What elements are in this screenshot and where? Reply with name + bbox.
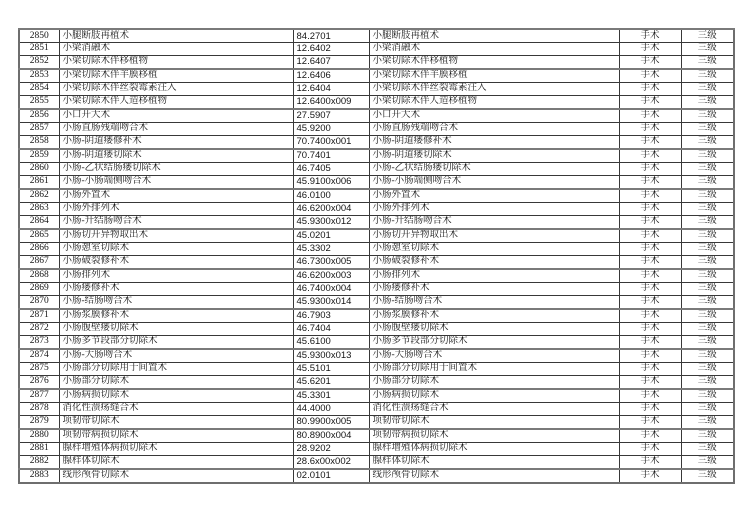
row-index: 2855 xyxy=(19,95,59,109)
procedure-name-repeat: 小肠腹壁瘘切除术 xyxy=(369,322,619,335)
table-row xyxy=(19,362,734,375)
procedure-code: 46.7300x005 xyxy=(293,255,369,269)
procedure-name: 腺样体切除术 xyxy=(59,455,293,469)
category: 手术 xyxy=(619,175,681,189)
procedure-name-repeat: 小肠-结肠吻合术 xyxy=(369,295,619,309)
procedure-name-repeat: 小肠病损切除术 xyxy=(369,389,619,403)
level: 三级 xyxy=(681,149,734,163)
procedure-name: 小肠-阴道瘘修补术 xyxy=(59,135,293,149)
procedure-name-repeat: 小肠排列术 xyxy=(369,269,619,283)
row-index: 2882 xyxy=(19,455,59,469)
row-index: 2850 xyxy=(19,29,59,43)
row-index: 2854 xyxy=(19,82,59,95)
level: 三级 xyxy=(681,469,734,483)
level: 三级 xyxy=(681,43,734,56)
procedure-name-repeat: 小肠部分切除用于间置术 xyxy=(369,362,619,375)
row-index: 2852 xyxy=(19,55,59,69)
procedure-name: 小梁切除术伴移植物 xyxy=(59,55,293,69)
procedure-code: 12.6404 xyxy=(293,82,369,95)
level: 三级 xyxy=(681,389,734,403)
category: 手术 xyxy=(619,189,681,203)
procedure-code: 45.0201 xyxy=(293,229,369,243)
category: 手术 xyxy=(619,402,681,415)
procedure-code: 45.6100 xyxy=(293,335,369,349)
table-row xyxy=(19,455,734,469)
row-index: 2851 xyxy=(19,43,59,56)
procedure-name: 小肠多节段部分切除术 xyxy=(59,335,293,349)
procedure-code: 28.6x00x002 xyxy=(293,455,369,469)
procedure-name: 小腿断肢再植术 xyxy=(59,29,293,43)
category: 手术 xyxy=(619,29,681,43)
level: 三级 xyxy=(681,162,734,175)
row-index: 2869 xyxy=(19,282,59,295)
category: 手术 xyxy=(619,322,681,335)
category: 手术 xyxy=(619,162,681,175)
level: 三级 xyxy=(681,429,734,443)
procedure-code: 12.6407 xyxy=(293,55,369,69)
procedure-name: 小肠外置术 xyxy=(59,189,293,203)
table-row xyxy=(19,295,734,309)
procedure-name: 小肠-大肠吻合术 xyxy=(59,349,293,363)
procedure-name-repeat: 小肠瘘修补术 xyxy=(369,282,619,295)
procedure-code: 45.5101 xyxy=(293,362,369,375)
procedure-code: 46.7404 xyxy=(293,322,369,335)
procedure-code: 12.6402 xyxy=(293,43,369,56)
category: 手术 xyxy=(619,95,681,109)
procedure-code: 45.9100x006 xyxy=(293,175,369,189)
category: 手术 xyxy=(619,269,681,283)
procedure-name-repeat: 小口开大术 xyxy=(369,109,619,123)
procedure-code: 12.6400x009 xyxy=(293,95,369,109)
procedure-name-repeat: 腺样增殖体病损切除术 xyxy=(369,442,619,455)
procedure-name-repeat: 小肠多节段部分切除术 xyxy=(369,335,619,349)
table-row xyxy=(19,415,734,429)
procedure-name: 小口开大术 xyxy=(59,109,293,123)
procedure-name: 小肠憩室切除术 xyxy=(59,242,293,255)
level: 三级 xyxy=(681,415,734,429)
level: 三级 xyxy=(681,242,734,255)
procedure-name: 小肠-乙状结肠瘘切除术 xyxy=(59,162,293,175)
table-row xyxy=(19,175,734,189)
procedure-name-repeat: 小肠浆膜修补术 xyxy=(369,309,619,323)
row-index: 2879 xyxy=(19,415,59,429)
procedure-name-repeat: 小梁切除术伴羊膜移植 xyxy=(369,69,619,83)
procedure-name-repeat: 小肠外排列术 xyxy=(369,202,619,215)
procedure-name-repeat: 小肠直肠残端吻合术 xyxy=(369,122,619,135)
category: 手术 xyxy=(619,43,681,56)
table-row xyxy=(19,69,734,83)
level: 三级 xyxy=(681,255,734,269)
category: 手术 xyxy=(619,202,681,215)
row-index: 2868 xyxy=(19,269,59,283)
row-index: 2870 xyxy=(19,295,59,309)
table-row xyxy=(19,322,734,335)
table-row xyxy=(19,82,734,95)
procedure-name: 小肠外排列术 xyxy=(59,202,293,215)
category: 手术 xyxy=(619,415,681,429)
row-index: 2865 xyxy=(19,229,59,243)
row-index: 2875 xyxy=(19,362,59,375)
level: 三级 xyxy=(681,135,734,149)
procedure-name: 小肠切开异物取出术 xyxy=(59,229,293,243)
procedure-code: 80.9900x005 xyxy=(293,415,369,429)
level: 三级 xyxy=(681,215,734,229)
category: 手术 xyxy=(619,122,681,135)
category: 手术 xyxy=(619,295,681,309)
row-index: 2864 xyxy=(19,215,59,229)
procedure-code: 45.3302 xyxy=(293,242,369,255)
table-row xyxy=(19,349,734,363)
procedure-name-repeat: 小梁切除术伴移植物 xyxy=(369,55,619,69)
table-row xyxy=(19,95,734,109)
procedure-code: 84.2701 xyxy=(293,29,369,43)
level: 三级 xyxy=(681,335,734,349)
procedure-code: 45.3301 xyxy=(293,389,369,403)
procedure-name-repeat: 小腿断肢再植术 xyxy=(369,29,619,43)
category: 手术 xyxy=(619,229,681,243)
procedure-name: 小梁消融术 xyxy=(59,43,293,56)
level: 三级 xyxy=(681,122,734,135)
table-row xyxy=(19,215,734,229)
procedure-table xyxy=(18,28,735,484)
level: 三级 xyxy=(681,229,734,243)
row-index: 2856 xyxy=(19,109,59,123)
procedure-name: 项韧带病损切除术 xyxy=(59,429,293,443)
procedure-name-repeat: 小肠-阴道瘘修补术 xyxy=(369,135,619,149)
procedure-name: 小肠浆膜修补术 xyxy=(59,309,293,323)
procedure-name-repeat: 线形颅骨切除术 xyxy=(369,469,619,483)
level: 三级 xyxy=(681,69,734,83)
table-row xyxy=(19,309,734,323)
procedure-name: 腺样增殖体病损切除术 xyxy=(59,442,293,455)
procedure-code: 12.6406 xyxy=(293,69,369,83)
procedure-name-repeat: 腺样体切除术 xyxy=(369,455,619,469)
level: 三级 xyxy=(681,95,734,109)
level: 三级 xyxy=(681,402,734,415)
level: 三级 xyxy=(681,362,734,375)
procedure-code: 80.8900x004 xyxy=(293,429,369,443)
level: 三级 xyxy=(681,269,734,283)
category: 手术 xyxy=(619,149,681,163)
table-row xyxy=(19,429,734,443)
row-index: 2861 xyxy=(19,175,59,189)
procedure-code: 46.0100 xyxy=(293,189,369,203)
table-row xyxy=(19,162,734,175)
category: 手术 xyxy=(619,429,681,443)
procedure-name-repeat: 小梁消融术 xyxy=(369,43,619,56)
category: 手术 xyxy=(619,349,681,363)
table-body xyxy=(19,29,734,483)
procedure-name: 线形颅骨切除术 xyxy=(59,469,293,483)
table-row xyxy=(19,335,734,349)
row-index: 2883 xyxy=(19,469,59,483)
table-row xyxy=(19,442,734,455)
level: 三级 xyxy=(681,442,734,455)
category: 手术 xyxy=(619,335,681,349)
table-row xyxy=(19,122,734,135)
procedure-name-repeat: 小肠-升结肠吻合术 xyxy=(369,215,619,229)
table-row xyxy=(19,29,734,43)
row-index: 2867 xyxy=(19,255,59,269)
procedure-name-repeat: 小肠-大肠吻合术 xyxy=(369,349,619,363)
row-index: 2858 xyxy=(19,135,59,149)
procedure-name: 小肠部分切除用于间置术 xyxy=(59,362,293,375)
row-index: 2853 xyxy=(19,69,59,83)
procedure-name: 小肠-阴道瘘切除术 xyxy=(59,149,293,163)
table-row xyxy=(19,269,734,283)
category: 手术 xyxy=(619,135,681,149)
procedure-code: 45.9300x013 xyxy=(293,349,369,363)
table-row xyxy=(19,229,734,243)
row-index: 2880 xyxy=(19,429,59,443)
level: 三级 xyxy=(681,82,734,95)
level: 三级 xyxy=(681,189,734,203)
procedure-code: 46.6200x004 xyxy=(293,202,369,215)
row-index: 2874 xyxy=(19,349,59,363)
procedure-name: 小肠部分切除术 xyxy=(59,375,293,389)
table-row xyxy=(19,242,734,255)
procedure-code: 45.9300x012 xyxy=(293,215,369,229)
level: 三级 xyxy=(681,349,734,363)
procedure-name-repeat: 小肠破裂修补术 xyxy=(369,255,619,269)
category: 手术 xyxy=(619,215,681,229)
category: 手术 xyxy=(619,82,681,95)
procedure-code: 46.7903 xyxy=(293,309,369,323)
table-row xyxy=(19,149,734,163)
level: 三级 xyxy=(681,202,734,215)
procedure-name: 小梁切除术伴人造移植物 xyxy=(59,95,293,109)
level: 三级 xyxy=(681,109,734,123)
procedure-code: 46.7400x004 xyxy=(293,282,369,295)
row-index: 2873 xyxy=(19,335,59,349)
row-index: 2863 xyxy=(19,202,59,215)
level: 三级 xyxy=(681,322,734,335)
table-row xyxy=(19,255,734,269)
procedure-name: 小肠瘘修补术 xyxy=(59,282,293,295)
procedure-name: 小梁切除术伴丝裂霉素注入 xyxy=(59,82,293,95)
category: 手术 xyxy=(619,375,681,389)
category: 手术 xyxy=(619,469,681,483)
procedure-name-repeat: 小梁切除术伴丝裂霉素注入 xyxy=(369,82,619,95)
table-row xyxy=(19,189,734,203)
row-index: 2857 xyxy=(19,122,59,135)
procedure-code: 02.0101 xyxy=(293,469,369,483)
row-index: 2878 xyxy=(19,402,59,415)
table-row xyxy=(19,55,734,69)
table-row xyxy=(19,389,734,403)
procedure-name-repeat: 小肠-小肠端侧吻合术 xyxy=(369,175,619,189)
procedure-name: 小肠-结肠吻合术 xyxy=(59,295,293,309)
row-index: 2872 xyxy=(19,322,59,335)
category: 手术 xyxy=(619,282,681,295)
table-row xyxy=(19,469,734,483)
table-row xyxy=(19,135,734,149)
procedure-name: 小肠病损切除术 xyxy=(59,389,293,403)
procedure-code: 27.5907 xyxy=(293,109,369,123)
level: 三级 xyxy=(681,55,734,69)
procedure-name: 小肠破裂修补术 xyxy=(59,255,293,269)
table-row xyxy=(19,202,734,215)
category: 手术 xyxy=(619,309,681,323)
table-row xyxy=(19,402,734,415)
procedure-code: 70.7401 xyxy=(293,149,369,163)
procedure-name: 项韧带切除术 xyxy=(59,415,293,429)
procedure-code: 70.7400x001 xyxy=(293,135,369,149)
level: 三级 xyxy=(681,375,734,389)
procedure-name-repeat: 小肠切开异物取出术 xyxy=(369,229,619,243)
procedure-name: 小肠腹壁瘘切除术 xyxy=(59,322,293,335)
procedure-name-repeat: 小肠外置术 xyxy=(369,189,619,203)
procedure-name-repeat: 小肠-阴道瘘切除术 xyxy=(369,149,619,163)
row-index: 2877 xyxy=(19,389,59,403)
row-index: 2859 xyxy=(19,149,59,163)
row-index: 2862 xyxy=(19,189,59,203)
table-row xyxy=(19,375,734,389)
category: 手术 xyxy=(619,69,681,83)
procedure-name: 小肠排列术 xyxy=(59,269,293,283)
level: 三级 xyxy=(681,455,734,469)
procedure-name-repeat: 项韧带病损切除术 xyxy=(369,429,619,443)
category: 手术 xyxy=(619,442,681,455)
category: 手术 xyxy=(619,362,681,375)
procedure-name: 消化性溃疡缝合术 xyxy=(59,402,293,415)
row-index: 2876 xyxy=(19,375,59,389)
procedure-name: 小梁切除术伴羊膜移植 xyxy=(59,69,293,83)
category: 手术 xyxy=(619,255,681,269)
table-row xyxy=(19,109,734,123)
row-index: 2871 xyxy=(19,309,59,323)
procedure-code: 28.9202 xyxy=(293,442,369,455)
category: 手术 xyxy=(619,389,681,403)
row-index: 2860 xyxy=(19,162,59,175)
procedure-code: 46.7405 xyxy=(293,162,369,175)
procedure-code: 46.6200x003 xyxy=(293,269,369,283)
category: 手术 xyxy=(619,109,681,123)
procedure-name-repeat: 小肠部分切除术 xyxy=(369,375,619,389)
procedure-name-repeat: 小肠-乙状结肠瘘切除术 xyxy=(369,162,619,175)
procedure-code: 44.4000 xyxy=(293,402,369,415)
table-row xyxy=(19,43,734,56)
level: 三级 xyxy=(681,282,734,295)
procedure-name-repeat: 小梁切除术伴人造移植物 xyxy=(369,95,619,109)
row-index: 2881 xyxy=(19,442,59,455)
procedure-name: 小肠直肠残端吻合术 xyxy=(59,122,293,135)
procedure-name: 小肠-小肠端侧吻合术 xyxy=(59,175,293,189)
procedure-code: 45.6201 xyxy=(293,375,369,389)
category: 手术 xyxy=(619,455,681,469)
level: 三级 xyxy=(681,295,734,309)
procedure-code: 45.9300x014 xyxy=(293,295,369,309)
row-index: 2866 xyxy=(19,242,59,255)
procedure-code: 45.9200 xyxy=(293,122,369,135)
level: 三级 xyxy=(681,309,734,323)
category: 手术 xyxy=(619,242,681,255)
category: 手术 xyxy=(619,55,681,69)
table-row xyxy=(19,282,734,295)
level: 三级 xyxy=(681,175,734,189)
level: 三级 xyxy=(681,29,734,43)
procedure-name-repeat: 消化性溃疡缝合术 xyxy=(369,402,619,415)
procedure-name: 小肠-升结肠吻合术 xyxy=(59,215,293,229)
procedure-name-repeat: 小肠憩室切除术 xyxy=(369,242,619,255)
procedure-name-repeat: 项韧带切除术 xyxy=(369,415,619,429)
